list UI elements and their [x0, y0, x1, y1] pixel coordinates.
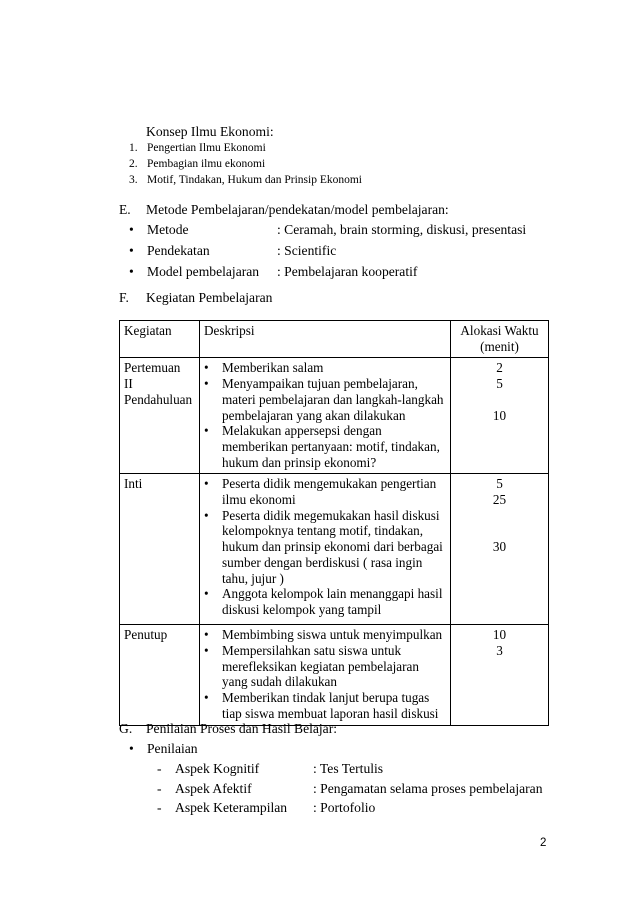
- waktu-value: 5: [496, 376, 503, 392]
- deskripsi-cell: [200, 625, 451, 725]
- waktu-value: 5: [496, 476, 503, 492]
- method-label: Pendekatan: [147, 243, 210, 258]
- deskripsi-item: • Peserta didik mengemukakan pengertian ilmu ekonomi: [204, 476, 437, 508]
- table-row: [120, 474, 549, 625]
- waktu-cell: [451, 625, 549, 725]
- waktu-cell: [451, 358, 549, 474]
- deskripsi-item: • Melakukan appersepsi dengan memberikan pertanyaan: motif, tindakan, hukum dan prinsip ekonomi?: [204, 423, 440, 470]
- method-value: : Scientific: [277, 243, 337, 258]
- aspek-item: [157, 780, 543, 800]
- aspek-label: Aspek Kognitif: [175, 761, 260, 776]
- activity-table: [119, 320, 549, 726]
- section-g-heading: [119, 720, 337, 737]
- konsep-item-number: 1.: [129, 142, 138, 154]
- waktu-value: 10: [492, 627, 507, 643]
- bullet-icon: •: [204, 476, 209, 492]
- dash-marker: -: [157, 780, 162, 796]
- penilaian-label: Penilaian: [147, 741, 198, 756]
- bullet-icon: •: [129, 243, 134, 258]
- kegiatan-line: Pendahuluan: [124, 391, 193, 407]
- waktu-value: 10: [492, 407, 507, 423]
- aspek-item: [157, 760, 543, 780]
- konsep-item-text: Motif, Tindakan, Hukum dan Prinsip Ekonomi: [147, 174, 362, 186]
- section-g-letter: G.: [119, 721, 133, 736]
- aspek-item: [157, 799, 543, 819]
- bullet-icon: •: [204, 507, 209, 523]
- konsep-item-number: 2.: [129, 158, 138, 170]
- kegiatan-line: Pertemuan: [124, 360, 181, 376]
- bullet-icon: •: [204, 643, 209, 659]
- kegiatan-line: II: [124, 376, 133, 392]
- section-e-heading: [119, 201, 449, 218]
- konsep-item: [129, 173, 362, 189]
- method-label: Model pembelajaran: [147, 264, 260, 279]
- method-item: [129, 263, 526, 284]
- konsep-title: Konsep Ilmu Ekonomi:: [146, 124, 274, 139]
- bullet-icon: •: [129, 222, 134, 237]
- table-row: [120, 358, 549, 474]
- section-f-title: Kegiatan Pembelajaran: [146, 290, 273, 305]
- section-e-letter: E.: [119, 202, 131, 217]
- table-header-row: [120, 321, 549, 358]
- header-kegiatan: Kegiatan: [120, 321, 200, 358]
- deskripsi-item: • Anggota kelompok lain menanggapi hasil diskusi kelompok yang tampil: [204, 586, 443, 617]
- waktu-value: 25: [492, 492, 507, 508]
- konsep-item-text: Pengertian Ilmu Ekonomi: [147, 142, 266, 154]
- deskripsi-item: • Memberikan tindak lanjut berupa tugas tiap siswa membuat laporan hasil diskusi: [204, 690, 439, 721]
- bullet-icon: •: [129, 264, 134, 279]
- method-value: : Pembelajaran kooperatif: [277, 264, 418, 279]
- bullet-icon: •: [204, 423, 209, 439]
- konsep-item: [129, 157, 362, 173]
- header-deskripsi: Deskripsi: [200, 321, 451, 358]
- waktu-value: 30: [492, 539, 507, 555]
- section-g-title: Penilaian Proses dan Hasil Belajar:: [146, 721, 338, 736]
- konsep-item-text: Pembagian ilmu ekonomi: [147, 158, 266, 170]
- deskripsi-item: • Peserta didik megemukakan hasil diskusi kelompoknya tentang motif, tindakan, hukum dan prinsip ekonomi dari berbagai sumber dengan berdiskusi ( rasa ingin tahu, jujur ): [204, 507, 443, 586]
- aspek-label: Aspek Afektif: [175, 780, 252, 796]
- kegiatan-line: Penutup: [124, 627, 168, 643]
- header-alokasi-waktu: Alokasi Waktu (menit): [451, 321, 549, 358]
- penilaian-bullet: [129, 740, 198, 757]
- aspek-list: [157, 760, 543, 819]
- aspek-value: : Tes Tertulis: [313, 761, 384, 776]
- method-value: : Ceramah, brain storming, diskusi, presentasi: [277, 222, 527, 237]
- section-e-list: [129, 221, 526, 284]
- konsep-item: [129, 141, 362, 157]
- deskripsi-item: • Menyampaikan tujuan pembelajaran, materi pembelajaran dan langkah-langkah pembelajaran yang akan dilakukan: [204, 376, 444, 423]
- table-row: [120, 625, 549, 725]
- dash-marker: -: [157, 800, 162, 815]
- kegiatan-cell: [120, 474, 200, 625]
- method-item: [129, 242, 526, 263]
- page-number: 2: [540, 837, 547, 849]
- aspek-value: : Portofolio: [313, 800, 376, 815]
- section-e-title: Metode Pembelajaran/pendekatan/model pembelajaran:: [146, 202, 449, 217]
- dash-marker: -: [157, 761, 162, 776]
- bullet-icon: •: [204, 360, 209, 376]
- aspek-label: Aspek Keterampilan: [175, 800, 288, 815]
- deskripsi-cell: [200, 474, 451, 625]
- aspek-value: : Pengamatan selama proses pembelajaran: [313, 780, 543, 796]
- bullet-icon: •: [204, 690, 209, 706]
- deskripsi-item: • Membimbing siswa untuk menyimpulkan: [204, 627, 443, 643]
- bullet-icon: •: [204, 376, 209, 392]
- waktu-cell: [451, 474, 549, 625]
- kegiatan-line: Inti: [124, 476, 143, 492]
- deskripsi-item: • Mempersilahkan satu siswa untuk merefleksikan kegiatan pembelajaran yang sudah dilakukan: [204, 643, 419, 690]
- waktu-value: 3: [496, 643, 503, 659]
- bullet-icon: •: [129, 741, 134, 756]
- konsep-item-number: 3.: [129, 174, 138, 186]
- section-f-letter: F.: [119, 290, 129, 305]
- bullet-icon: •: [204, 627, 209, 643]
- waktu-value: 2: [496, 360, 503, 376]
- section-f-heading: [119, 289, 272, 306]
- deskripsi-item: • Memberikan salam: [204, 360, 324, 376]
- bullet-icon: •: [204, 586, 209, 602]
- deskripsi-cell: [200, 358, 451, 474]
- method-label: Metode: [147, 222, 189, 237]
- kegiatan-cell: [120, 358, 200, 474]
- konsep-list: [129, 141, 362, 189]
- method-item: [129, 221, 526, 242]
- kegiatan-cell: [120, 625, 200, 725]
